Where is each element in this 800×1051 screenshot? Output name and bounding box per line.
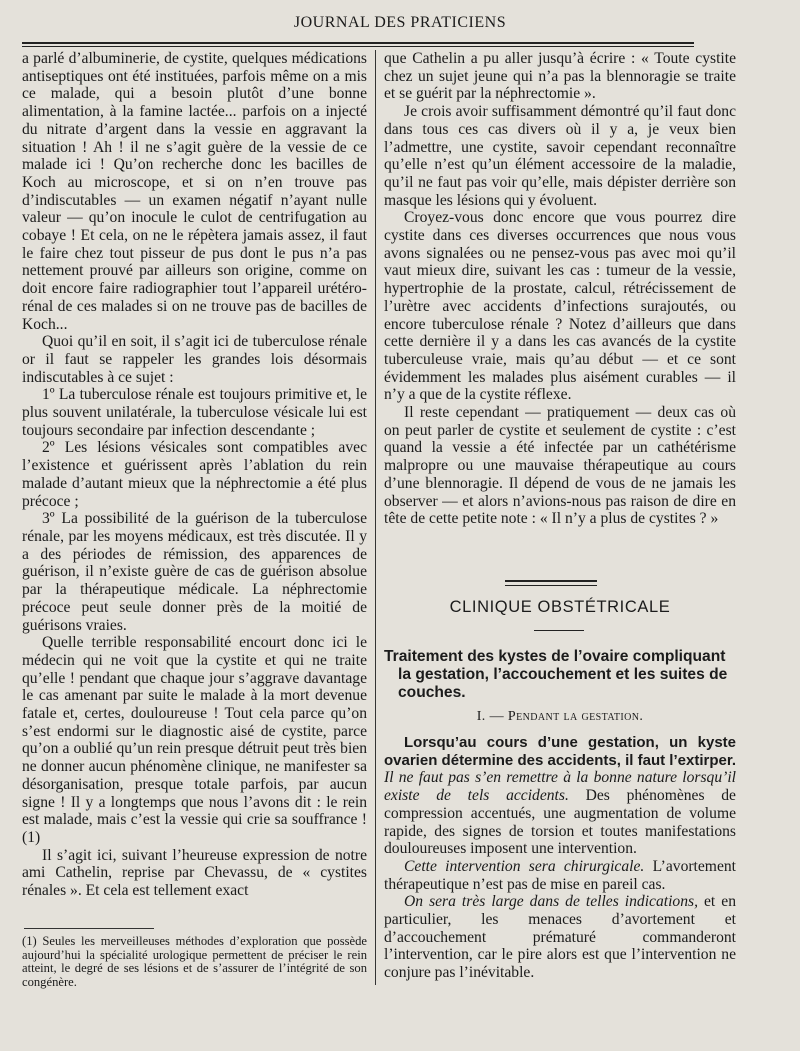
list-item: 2º Les lésions vésicales sont compatibles avec l’existence et guérissent après l’ablation du rein malade d’autant mieux que la néphrectomie a été plus précoce ;: [22, 439, 367, 510]
article-title-line1: Traitement des kystes de l’ovaire compliquant: [384, 648, 726, 665]
italic-text: Cette intervention sera chirurgicale.: [404, 857, 645, 875]
left-column: [22, 50, 367, 900]
section-separator: [505, 580, 597, 586]
article-title-line2: la gestation, l’accouchement et les suites de couches.: [398, 666, 728, 701]
list-item: 3º La possibilité de la guérison de la tuberculose rénale, par les moyens médicaux, est très discutée. Il y a des périodes de rémission, des apparences de guérison, il n’existe guère de cas de guérison absolue par la thérapeutique médicale. La néphrectomie précoce peut seule donner près de la moitié de guérisons vraies.: [22, 510, 367, 634]
lead-italic-text: Il ne faut pas s’en remettre à la bonne nature lorsqu’il existe de tels accidents.: [384, 769, 736, 805]
column-divider: [375, 50, 376, 985]
article-body: [384, 734, 736, 982]
paragraph: Il s’agit ici, suivant l’heureuse expression de notre ami Cathelin, reprise par Chevassu, de « cystites rénales ». Et cela est tellement exact: [22, 846, 367, 900]
paragraph: [384, 893, 736, 982]
footnote-rule: [24, 928, 154, 929]
section-title-rule: [534, 630, 584, 631]
journal-header: JOURNAL DES PRATICIENS: [293, 14, 507, 31]
footnote: (1) Seules les merveilleuses méthodes d’exploration que possède aujourd’hui la spécialité urologique permettent de préciser le rein atteint, le degré de ses lésions et de s’assurer de l’intégrité de son congénère.: [22, 934, 367, 989]
header-rule: [22, 42, 694, 47]
paragraph: a parlé d’albuminerie, de cystite, quelques médications antiseptiques ont été instituées, parfois même on a mis ce malade, qui a besoin plutôt d’une bonne alimentation, à la famine lactée... parfois on a injecté du nitrate d’argent dans la vessie en aggravant la situation ! Ah ! il ne s’agit guère de la vessie de ce malade ici ! Qu’on recherche donc les bacilles de Koch au microscope, et si on n’en trouve pas d’indiscutables — un examen négatif n’ayant nulle valeur — qu’on inocule le culot de centrifugation au cobaye ! Et cela, on ne le répètera jamais assez, il faut le faire chez tout pisseur de pus dont le pus n’a pas nettement prouvé par ailleurs son origine, comme on doit encore faire radiographier tout l’appareil urétéro-rénal de ces malades si on ne trouve pas de bacilles de Koch...: [22, 50, 367, 333]
italic-text: On sera très large dans de telles indications,: [404, 893, 698, 911]
body-text: L’avortement thérapeutique n’est pas de mise en pareil cas.: [384, 857, 736, 893]
body-text: et en particulier, les menaces d’avortement et d’accouchement prématuré commanderont l’intervention, car le pire alors est que l’intervention ne conjure pas l’inévitable.: [384, 893, 736, 982]
paragraph: [384, 734, 736, 858]
paragraph: Quoi qu’il en soit, il s’agit ici de tuberculose rénale or il faut se rappeler les grandes lois désormais indiscutables à ce sujet :: [22, 333, 367, 386]
paragraph: Croyez-vous donc encore que vous pourrez dire cystite dans ces diverses occurrences que nous vous avons signalées ou ne pensez-vous pas avec moi qu’il vaut mieux dire, suivant les cas : tumeur de la vessie, hypertrophie de la prostate, calcul, rétrécissement de l’urètre avec accidents d’infections surajoutés, ou encore tuberculose rénale ? Notez d’ailleurs que dans cette dernière il y a dans les cas avancés de la cystite tuberculeuse vraie, mais qu’au début — et ce sont évidemment les malades plus aisément curables — il n’y a que de la cystite réflexe.: [384, 209, 736, 404]
lead-bold-text: Lorsqu’au cours d’une gestation, un kyste ovarien détermine des accidents, il faut l’extirper.: [384, 734, 736, 769]
section-title: CLINIQUE OBSTÉTRICALE: [449, 598, 671, 616]
list-item: 1º La tuberculose rénale est toujours primitive et, le plus souvent unilatérale, la tuberculose vésicale lui est toujours secondaire par infection descendante ;: [22, 386, 367, 439]
subsection-heading: I. — Pendant la gestation.: [476, 709, 644, 724]
lead-rest-text: Des phénomènes de compression accentués, une augmentation de volume rapide, des signes de torsion et toutes manifestations douloureuses imposent une intervention.: [384, 787, 736, 858]
paragraph: que Cathelin a pu aller jusqu’à écrire : « Toute cystite chez un sujet jeune qui n’a pas la blennoragie se traite et se guérit par la néphrectomie ».: [384, 50, 736, 103]
paragraph: [384, 858, 736, 893]
paragraph: Quelle terrible responsabilité encourt donc ici le médecin qui ne voit que la cystite et qui ne traite qu’elle ! pendant que chaque jour s’aggrave davantage le cas amenant par suite le malade à la mort devenue fatale et, certes, douloureuse ! Tout cela parce qu’on s’est endormi sur le diagnostic aisé de cystite, parce qu’on a oublié qu’un rein presque détruit peut très bien ne donner aucun phénomène clinique, ne manifester sa désorganisation, presque totale parfois, par aucun signe ! Il y a longtemps que nous l’avons dit : le rein est malade, mais c’est la vessie qui crie sa souffrance ! (1): [22, 634, 367, 846]
right-column: [384, 50, 736, 528]
paragraph: Je crois avoir suffisamment démontré qu’il faut donc dans tous ces cas divers où il y a, je veux bien l’admettre, une cystite, savoir cependant reconnaître qu’elle n’est qu’un élément accessoire de la maladie, qu’il ne faut pas voir qu’elle, mais dépister derrière son masque les lésions qui y évoluent.: [384, 103, 736, 209]
article-title: [384, 648, 736, 702]
paragraph: Il reste cependant — pratiquement — deux cas où on peut parler de cystite et seulement de cystite : c’est quand la vessie a été infectée par un cathétérisme malpropre ou une mauvaise thérapeutique au cours d’une blennoragie. Il dépend de vous de ne jamais les observer — et alors n’avions-nous pas raison de dire en tête de cette petite note : « Il n’y a plus de cystites ? »: [384, 404, 736, 528]
